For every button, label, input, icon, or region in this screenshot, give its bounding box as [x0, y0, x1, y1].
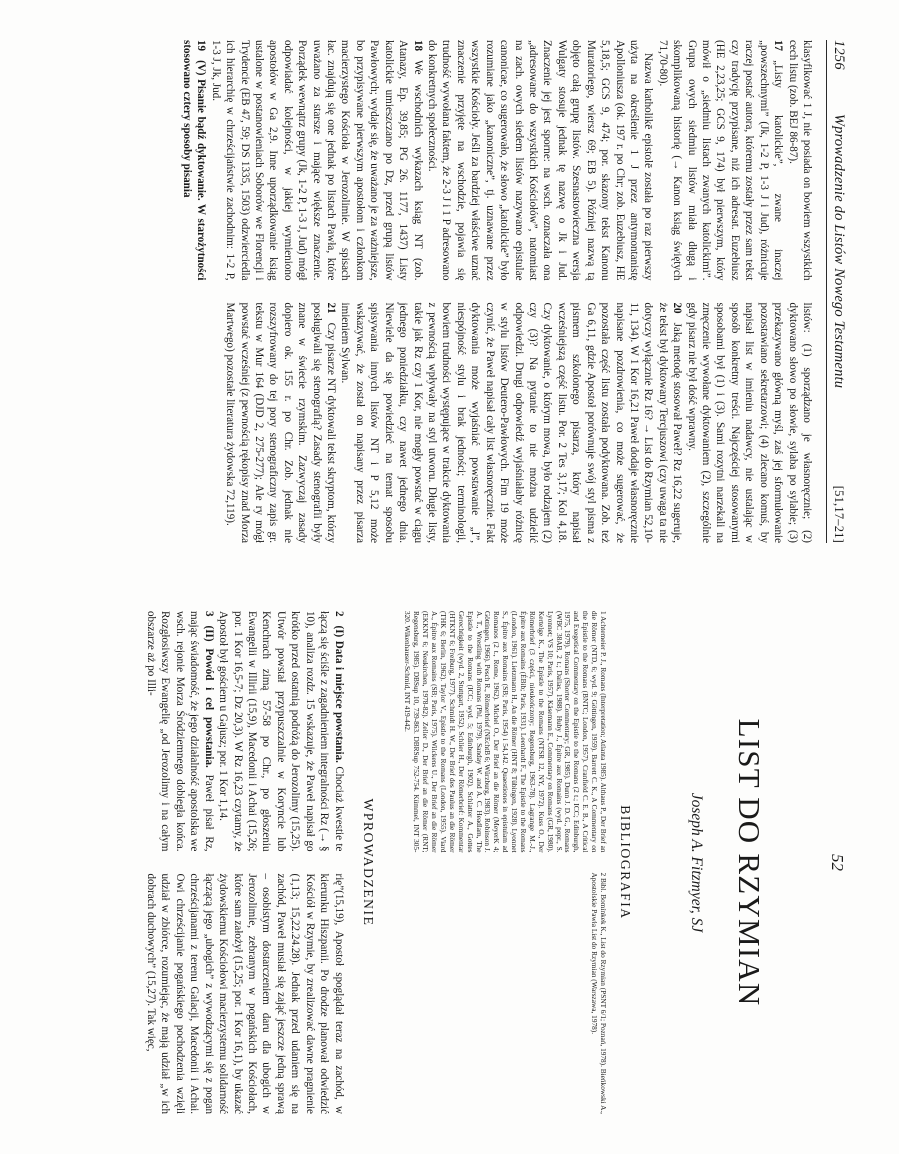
paragraph-block	[179, 40, 208, 281]
paragraph-continued: rię”(15,19), Apostoł spoglądał teraz na zachód, w kierunku Hiszpanii. Po drodze planował odwiedzić Kościół w Rzymie, by zrealizować dawne pragnienie (1,13; 15,22.24.28). Jednak przed udaniem się na zachód, Paweł musiał się zająć jeszcze jedną sprawą – osobistym dostarczeniem daru dla ubogich w Jerozolimie, zebranym w pogańskich Kościołach, które sam założył (15,25; por. 1 Kor 16,1), by ukazać żydowskiemu Kościołowi macierzystemu solidarność łączącą jego „ubogich” z wywodzącymi się z pogan chrześcijanami z terenu Galacji, Macedonii i Achai. Owi chrześcijanie pogańskiego pochodzenia wzięli udział w zbiórce, rozumiejąc, że mają udział „w ich dobrach duchowych” (15,27). Tak więc,	[145, 873, 345, 1114]
paragraph-text: Nazwa katholikē epistolē została po raz pierwszy użyta na określenie 1 J przez antymontanistę Apolloniusza (ok. 197 r. po Chr; zob. Euzebiusz, HE 5,18,5; GCS 9, 474; por. skazony tekst Kanonu Muratoriego, wiersz 69; EB 5). Później nazwą tą objęto całą grupę listów. Szesnastowieczna wersja Wulgaty stosuje jednak tę nazwę o Jk i Jud. Znaczenie jej jest sporne: na wsch. oznaczała ona „adresowane do wszystkich Kościołów”, natomiast na zach. owych siedem listów nazywano epistulae canonicae, co sugerowało, że słowo „katolickie” było rozumiane jako „kanoniczne”, tj. uznawane przez wszystkie Kościoły. Jeśli za bardziej właściwe uznać znaczenie przyjęte na wschodzie, pojawia się trudność wywołana faktem, że 2-3 J i 1 P adresowano do konkretnych społeczności.	[426, 40, 655, 281]
bibliography-heading: BIBLIOGRAFIA	[618, 805, 633, 920]
bibliography-entry-list: 1 Achtemeier P. J., Romans (Interpretation; Atlanta 1985). Althaus P., Der Brief an die Römer (NTD, 6; wyd. 9; Göttingen, 1959). Barrett C. K., A Commentary on the Epistle to the Romans (BNTC; London, 1957). Cranfield C. E. B., A Critical and Exegetical Commentary on the Epistle to the Romans (2 t.; ICC; Edinburgh, 1975, 1979). Romans (Shorter Commentary; GR, 1985). Dunn J. D. G., Romans (WBC 38AB, 2 t.; Dallas, 1988). Huby J., Épitre aux Romains (wyd. popr., S. Lyonnet; VS 10; Paris, 1957). Käsemann E., Commentary on Romans (GR, 1980). Kertelge K., The Epistle to the Romans (NTSR 12, NY, 1972). Kuss O., Der Römerbrief (3 części, nieukończony; Regensburg, 1963-78). Lagrange M.-J., Épitre aux Romains (ÉBib; Paris, 1931). Leenhardt F., The Epistle to the Romans (London, 1961). Lietzmann H., An die Römer (HNT 8; Tübingen, 1928). Lyonnet S., Épitre aux Romains (SB; Paris, 1954) i 54,142. Quaestiones in epistulam ad Romanos (2 t., Rome, 1962). Michel O., Der Brief an die Römer (MeyerK 4; Göttingen, 1966). Pesch R., Römerbrief (NEchtB 6; Würzburg, 1983). Robinson J. A. T., Wrestling with Romans (Phl, 1979). Sanday W. and A. C. Headlam, The Epistle to the Romans (ICC; wyd. 5; Edinburgh, 1902). Schlatter A., Gottes Gerechtigkeit (wyd. 2, Stuttgart, 1952). Schlier H., Der Römerbrief: Kommentar (HTKNT 6; Freiburg, 1977). Schmidt H. W., Der Brief des Paulus an die Römer (THK 6; Berlin, 1962). Taylor V., Epistle to the Romans (London, 1955). Viard A., Épitre aux Romains (SB; Paris, 1975). Wilckens U., Der Brief an die Römer (EKKNT 6; Neukirchen, 1978-82). Zeller D., Der Brief an die Römer (RNT; Regensburg, 1985). DBSup 10, 739-863. DBRSup 752-754. Kümmel, INT 305-320. Wikenhauser-Schmid, INT 419-442.	[403, 611, 608, 853]
paragraph-block	[338, 303, 684, 544]
bibliography-entry-list: 2 Bibl. Bomínkek K., List do Rzymian (PSNT 6/1; Poznań, 1978). Bieńkowski A., Apostolskie Pawła List do Rzymian (Warszawa, 1978).	[590, 872, 608, 1114]
paragraph-text: Czy pisarze NT dyktowali tekst skryptom, którzy posługiwali się stenografią? Zasady stenografii były znane w świecie rzymskim. Zazwyczaj zasady dopiero ok. 155 r. po Chr. Zob. jednak nie rozszyfrowany do tej pory stenograficzny zapis gr. tekstu w Mur 164 (DJD 2, 275-277); Ale ry mógł powstać wcześniej (z pewnością rękopisy znad Morza Martwego) pozostałe literatura żydowska 72,119).	[224, 302, 338, 543]
paragraph-number: 20	[671, 302, 684, 314]
paragraph-number: 19	[195, 40, 208, 52]
paragraph-block	[223, 303, 338, 544]
introduction-columns	[144, 611, 346, 1114]
paragraph-lead: (I) Data i miejsce powstania.	[332, 625, 345, 763]
paragraph-text: We wschodnich wykazach ksiąg NT (zob. Atanazy, Ep. 39,85; PG 26. 1177, 1437) Listy katolickie umieszczano po Dz, przed grupą listów Pawłowych; wydaje się, że uważano je za ważniejsze, bo przypisywane pierwszym apostołom i członkom macierzystego Kościoła w Jerozolimie. W spisach łac. znajdują się one jednak po listach Pawła, które uważano za starsze i mające większe znaczenie. Porządek wewnątrz grupy (Jk, 1-2 P, 1-3 J, Jud) mógł odpowiadać kolejności, w jakiej wymieniono apostołów w Ga 2,9. Inne uporządkowanie ksiąg ustalone w postanowieniach Soborów we Florencji i Trydencie (EB 47, 59; DS 1335, 1503) odzwierciedla ich hierarchię w chrześcijaństwie zachodnim: 1-2 P, 1-3 J, Jk, Jud.	[209, 40, 424, 281]
paragraph-number: 21	[325, 302, 338, 314]
recto-page	[0, 577, 899, 1154]
verso-columns	[52, 40, 814, 543]
bibliography-column-right	[402, 873, 607, 1115]
paragraph-continued: klasyfikować 1 J, nie posiada on bowiem wszystkich cech listu (zob. BEJ 86-87).	[786, 40, 813, 281]
paragraph-number: 2	[332, 611, 345, 617]
paragraph-number: 17	[772, 40, 785, 52]
paragraph-block	[425, 40, 656, 281]
paragraph-text: „Listy katolickie”, zwane inaczej „powszechnymi” (Jk, 1-2 P, 1-3 J i Jud), różnicuje raczej postać autora, któremu zostały przez sam tekst czy tradycję przypisane, niż ich adresat. Euzebiusz (HE 2,23,25; GCS 9, 174) był pierwszym, który mówił o „siedmiu listach zwanych katolickimi”. Grupa owych siedmiu listów miała długą i skomplikowaną historię (→ Kanon ksiąg świętych 71,70-80).	[656, 40, 785, 281]
paragraph-number: 18	[411, 40, 424, 52]
author-byline: Joseph A. Fitzmyer, SJ	[688, 792, 705, 933]
introduction-column-right	[144, 874, 346, 1115]
paragraph-lead: (II) Powód i cel powstania.	[202, 625, 215, 768]
bibliography-columns	[402, 611, 607, 1114]
verso-running-title: Wprowadzenie do Listów Nowego Testamentu	[831, 113, 847, 389]
recto-folio: 52	[828, 854, 847, 871]
paragraph-block	[655, 40, 785, 281]
paragraph-number: 3	[202, 611, 215, 617]
verso-column-right	[52, 303, 814, 544]
paragraph-text: (V) Pisanie bądź dyktowanie. W starożytności stosowano cztery sposoby pisania	[180, 40, 208, 281]
verso-running-head	[830, 40, 847, 543]
paragraph-continued: listów: (1) sporządzano je własnoręcznie; (2) dyktowano słowo po słowie, sylaba po sylabie; (3) przekazywano główną myśl, zaś jej sformułowanie pozostawiano sekretarzowi; (4) zlecano komuś, by napisał list w imieniu nadawcy, nie ustalając w sposób konkretny treści. Najczęściej stosowanymi sposobami był (1) i (3). Sami rozytni narzekali na zmęczenie wywołane dyktowaniem (2), szczególnie gdy pisarz nie był dość wprawny.	[685, 302, 813, 543]
paragraph-block	[144, 611, 216, 852]
paragraph-block	[216, 611, 346, 852]
verso-header-rule	[826, 40, 827, 543]
paragraph-text: Chociaż kwestie te łączą się ściśle z zagadnieniem integralności Rz (→ § 10), analiza rozdz. 15 wskazuje, że Paweł napisał go krótko przed ostatnią podróżą do Jerozolimy (15,25). Utwór powstał przypuszczalnie w Koryncie lub Kenchrach zimą 57-58 po Chr., po głoszeniu Ewangelii w Illirii (15,9), Macedonii i Achai (15,26; por. 1 Kor 16,5-7; Dz 20,3). W Rz 16,23 czytamy, że Apostoł był gościem u Gajusz; por. 1 Kor 1,14.	[217, 611, 345, 852]
introduction-column-left	[144, 611, 346, 852]
verso-column-left	[52, 40, 814, 281]
paragraph-text: Paweł pisał Rz, mając świadomość, że jego działalność apostolska we wsch. rejonie Morza Śródziemnego dobiegła końca. Rozgłosiwszy Ewangelię „od Jerozolimy i na całym obszarze aż po Illi-	[145, 611, 215, 852]
introduction-heading: WPROWADZENIE	[360, 798, 376, 927]
verso-running-reference: [51,17–21]	[832, 485, 846, 543]
book-title: LIST DO RZYMIAN	[732, 718, 767, 1007]
paragraph-text: Jaką metodę stosował Paweł? Rz 16,22 sugeruje, że tekst był dyktowany Tercjuszowi (czy uwaga ta nie dotyczy wyłącznie Rz 16? → List do Rzymian 52,10-11, 134). W 1 Kor 16,21 Paweł dodaje własnoręcznie napisane pozdrowienia, co może sugerować, że pozostała część listu została podyktowana. Zob. też Ga 6,11, gdzie Apostoł porównuje swój styl pisma z pismem szkolonego pisarza, który napisał wcześniejszą część listu. Por. 2 Tes 3,17; Kol 4,18. Czy dyktowanie, o którym mowa, było rodzajem (2) czy (3)? Na pytanie to nie można udzielić odpowiedzi. Drugi odpowiedź wyjaśniałaby różnicę w stylu listów Deutero-Pawłowych. Fim 19 może czynić, że Paweł napisał cały list własnoręcznie. Fakt dyktowania może wyjaśniać powstawanie „I”, niespójność stylu i brak jedności; terminologii, bowiem trudności występujące w trakcie dyktowania z pewnością wpływały na styl utworu. Długie listy, takie jak Rz czy 1 Kor, nie mogły powstać w ciągu jednego poniedziałku, czy nawet jednego dnia. Niewiele da się powiedzieć na temat sposobu spisywania innych listów NT i P 5,12 może wskazywać, że został on napisany przez pisarza imieniem Sylwan.	[339, 302, 684, 543]
paragraph-block	[208, 40, 424, 281]
bibliography-column-left	[402, 611, 607, 853]
verso-folio: 1256	[831, 40, 847, 70]
